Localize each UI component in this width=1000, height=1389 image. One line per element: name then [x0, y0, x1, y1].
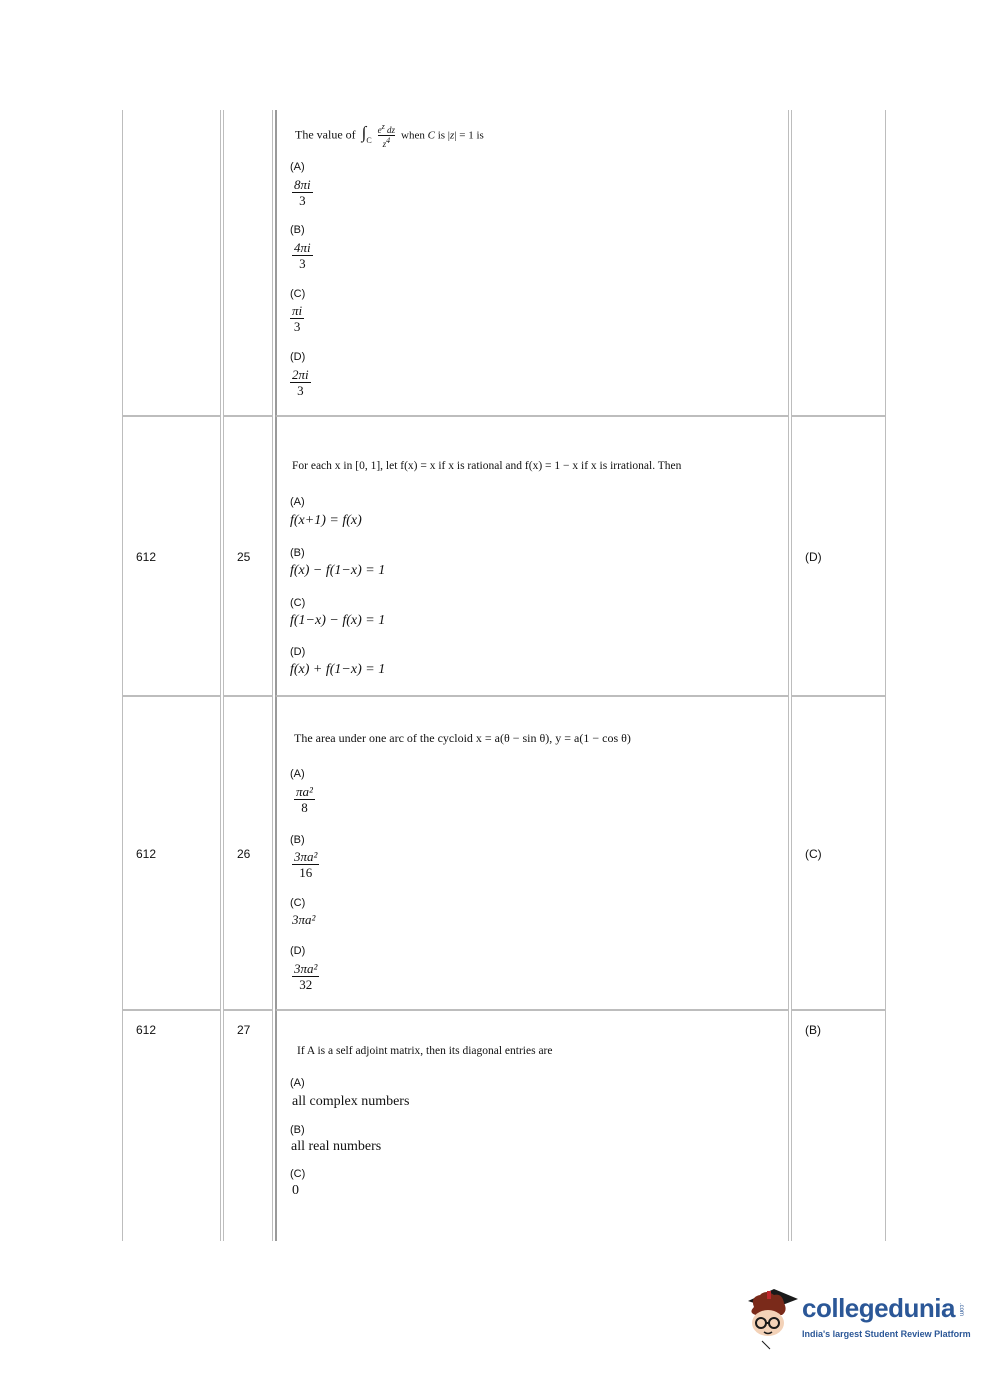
qno-cell	[223, 416, 273, 696]
option-fraction	[292, 961, 319, 992]
correct-answer: (B)	[805, 1023, 821, 1037]
integral-sign: ∫	[361, 123, 367, 143]
option-label: (A)	[290, 768, 305, 780]
fraction-numerator: 8πi	[294, 177, 311, 192]
option-expression: 3πa²	[292, 912, 316, 927]
option-label: (B)	[290, 224, 305, 236]
paper-cell	[122, 110, 221, 416]
table-row	[122, 696, 886, 1010]
paper-code: 612	[136, 1023, 157, 1037]
paper-code: 612	[136, 550, 157, 564]
option-label: (A)	[290, 161, 305, 173]
question-text: For each x in [0, 1], let f(x) = x if x is rational and f(x) = 1 − x if x is irrational. Then	[292, 460, 682, 472]
qno-cell	[223, 110, 273, 416]
fraction-denominator: 3	[299, 193, 306, 208]
option-label: (D)	[290, 945, 306, 957]
question-table	[122, 110, 886, 1241]
option-expression: f(x) − f(1−x) = 1	[290, 563, 386, 578]
brand-tagline: India's largest Student Review Platform	[802, 1329, 971, 1339]
paper-code: 612	[136, 847, 157, 861]
question-number: 27	[237, 1023, 251, 1037]
paper-cell	[122, 416, 221, 696]
table-row	[122, 416, 886, 696]
option-fraction	[290, 303, 304, 334]
fraction-denominator: 3	[293, 319, 301, 334]
answer-cell	[791, 696, 886, 1010]
question-text	[295, 122, 484, 149]
integrand-fraction: $\frac{e^z dz}{z^4}$	[377, 122, 396, 149]
option-fraction	[294, 784, 315, 815]
question-text: If A is a self adjoint matrix, then its diagonal entries are	[297, 1045, 553, 1057]
answer-cell	[791, 416, 886, 696]
student-mascot-icon	[740, 1283, 800, 1353]
fraction-numerator: πi	[292, 303, 303, 318]
fraction-denominator: 16	[299, 865, 313, 880]
question-number: 25	[237, 550, 251, 564]
option-label: (A)	[290, 1077, 305, 1089]
answer-cell	[791, 110, 886, 416]
qno-cell	[223, 696, 273, 1010]
brand-name: collegedunia	[802, 1293, 955, 1323]
option-label: (C)	[290, 597, 306, 609]
paper-cell	[122, 1010, 221, 1241]
option-label: (C)	[290, 897, 306, 909]
paper-cell	[122, 696, 221, 1010]
option-label: (B)	[290, 547, 305, 559]
integral-subscript: C	[366, 136, 372, 146]
correct-answer: (C)	[805, 847, 822, 861]
question-number: 26	[237, 847, 251, 861]
fraction-numerator: 3πa²	[294, 849, 318, 864]
option-label: (B)	[290, 1124, 305, 1136]
fraction-denominator: 3	[297, 383, 304, 398]
fraction-denominator: 3	[299, 256, 306, 271]
fraction-numerator: 3πa²	[294, 961, 318, 976]
fraction-numerator: 4πi	[294, 240, 311, 255]
question-cell	[275, 416, 789, 696]
option-label: (D)	[290, 351, 306, 363]
option-fraction	[292, 177, 313, 208]
option-label: (D)	[290, 646, 306, 658]
question-prefix: The value of	[295, 127, 356, 142]
option-fraction	[290, 367, 311, 398]
option-expression: f(x) + f(1−x) = 1	[290, 662, 386, 677]
fraction-numerator: 2πi	[292, 367, 309, 382]
option-label: (C)	[290, 1168, 306, 1180]
fraction-denominator: 32	[299, 977, 313, 992]
table-row	[122, 1010, 886, 1241]
option-label: (A)	[290, 496, 305, 508]
option-fraction	[292, 240, 313, 271]
question-cell	[275, 696, 789, 1010]
question-suffix: when C is |z| = 1 is	[401, 129, 484, 142]
option-label: (B)	[290, 834, 305, 846]
option-label: (C)	[290, 288, 306, 300]
question-cell	[275, 1010, 789, 1241]
question-cell	[275, 110, 789, 416]
collegedunia-logo[interactable]	[740, 1283, 970, 1353]
option-expression: f(1−x) − f(x) = 1	[290, 613, 386, 628]
correct-answer: (D)	[805, 550, 822, 564]
fraction-denominator: 8	[301, 800, 308, 815]
option-text: all real numbers	[291, 1139, 382, 1154]
option-expression: f(x+1) = f(x)	[290, 513, 362, 528]
table-row	[122, 110, 886, 416]
option-text: 0	[292, 1183, 299, 1198]
question-text: The area under one arc of the cycloid x = a(θ − sin θ), y = a(1 − cos θ)	[294, 731, 631, 745]
option-fraction	[292, 849, 319, 880]
brand-suffix: .com	[958, 1303, 964, 1317]
option-text: all complex numbers	[292, 1094, 410, 1109]
qno-cell	[223, 1010, 273, 1241]
answer-cell	[791, 1010, 886, 1241]
fraction-numerator: πa²	[296, 784, 313, 799]
